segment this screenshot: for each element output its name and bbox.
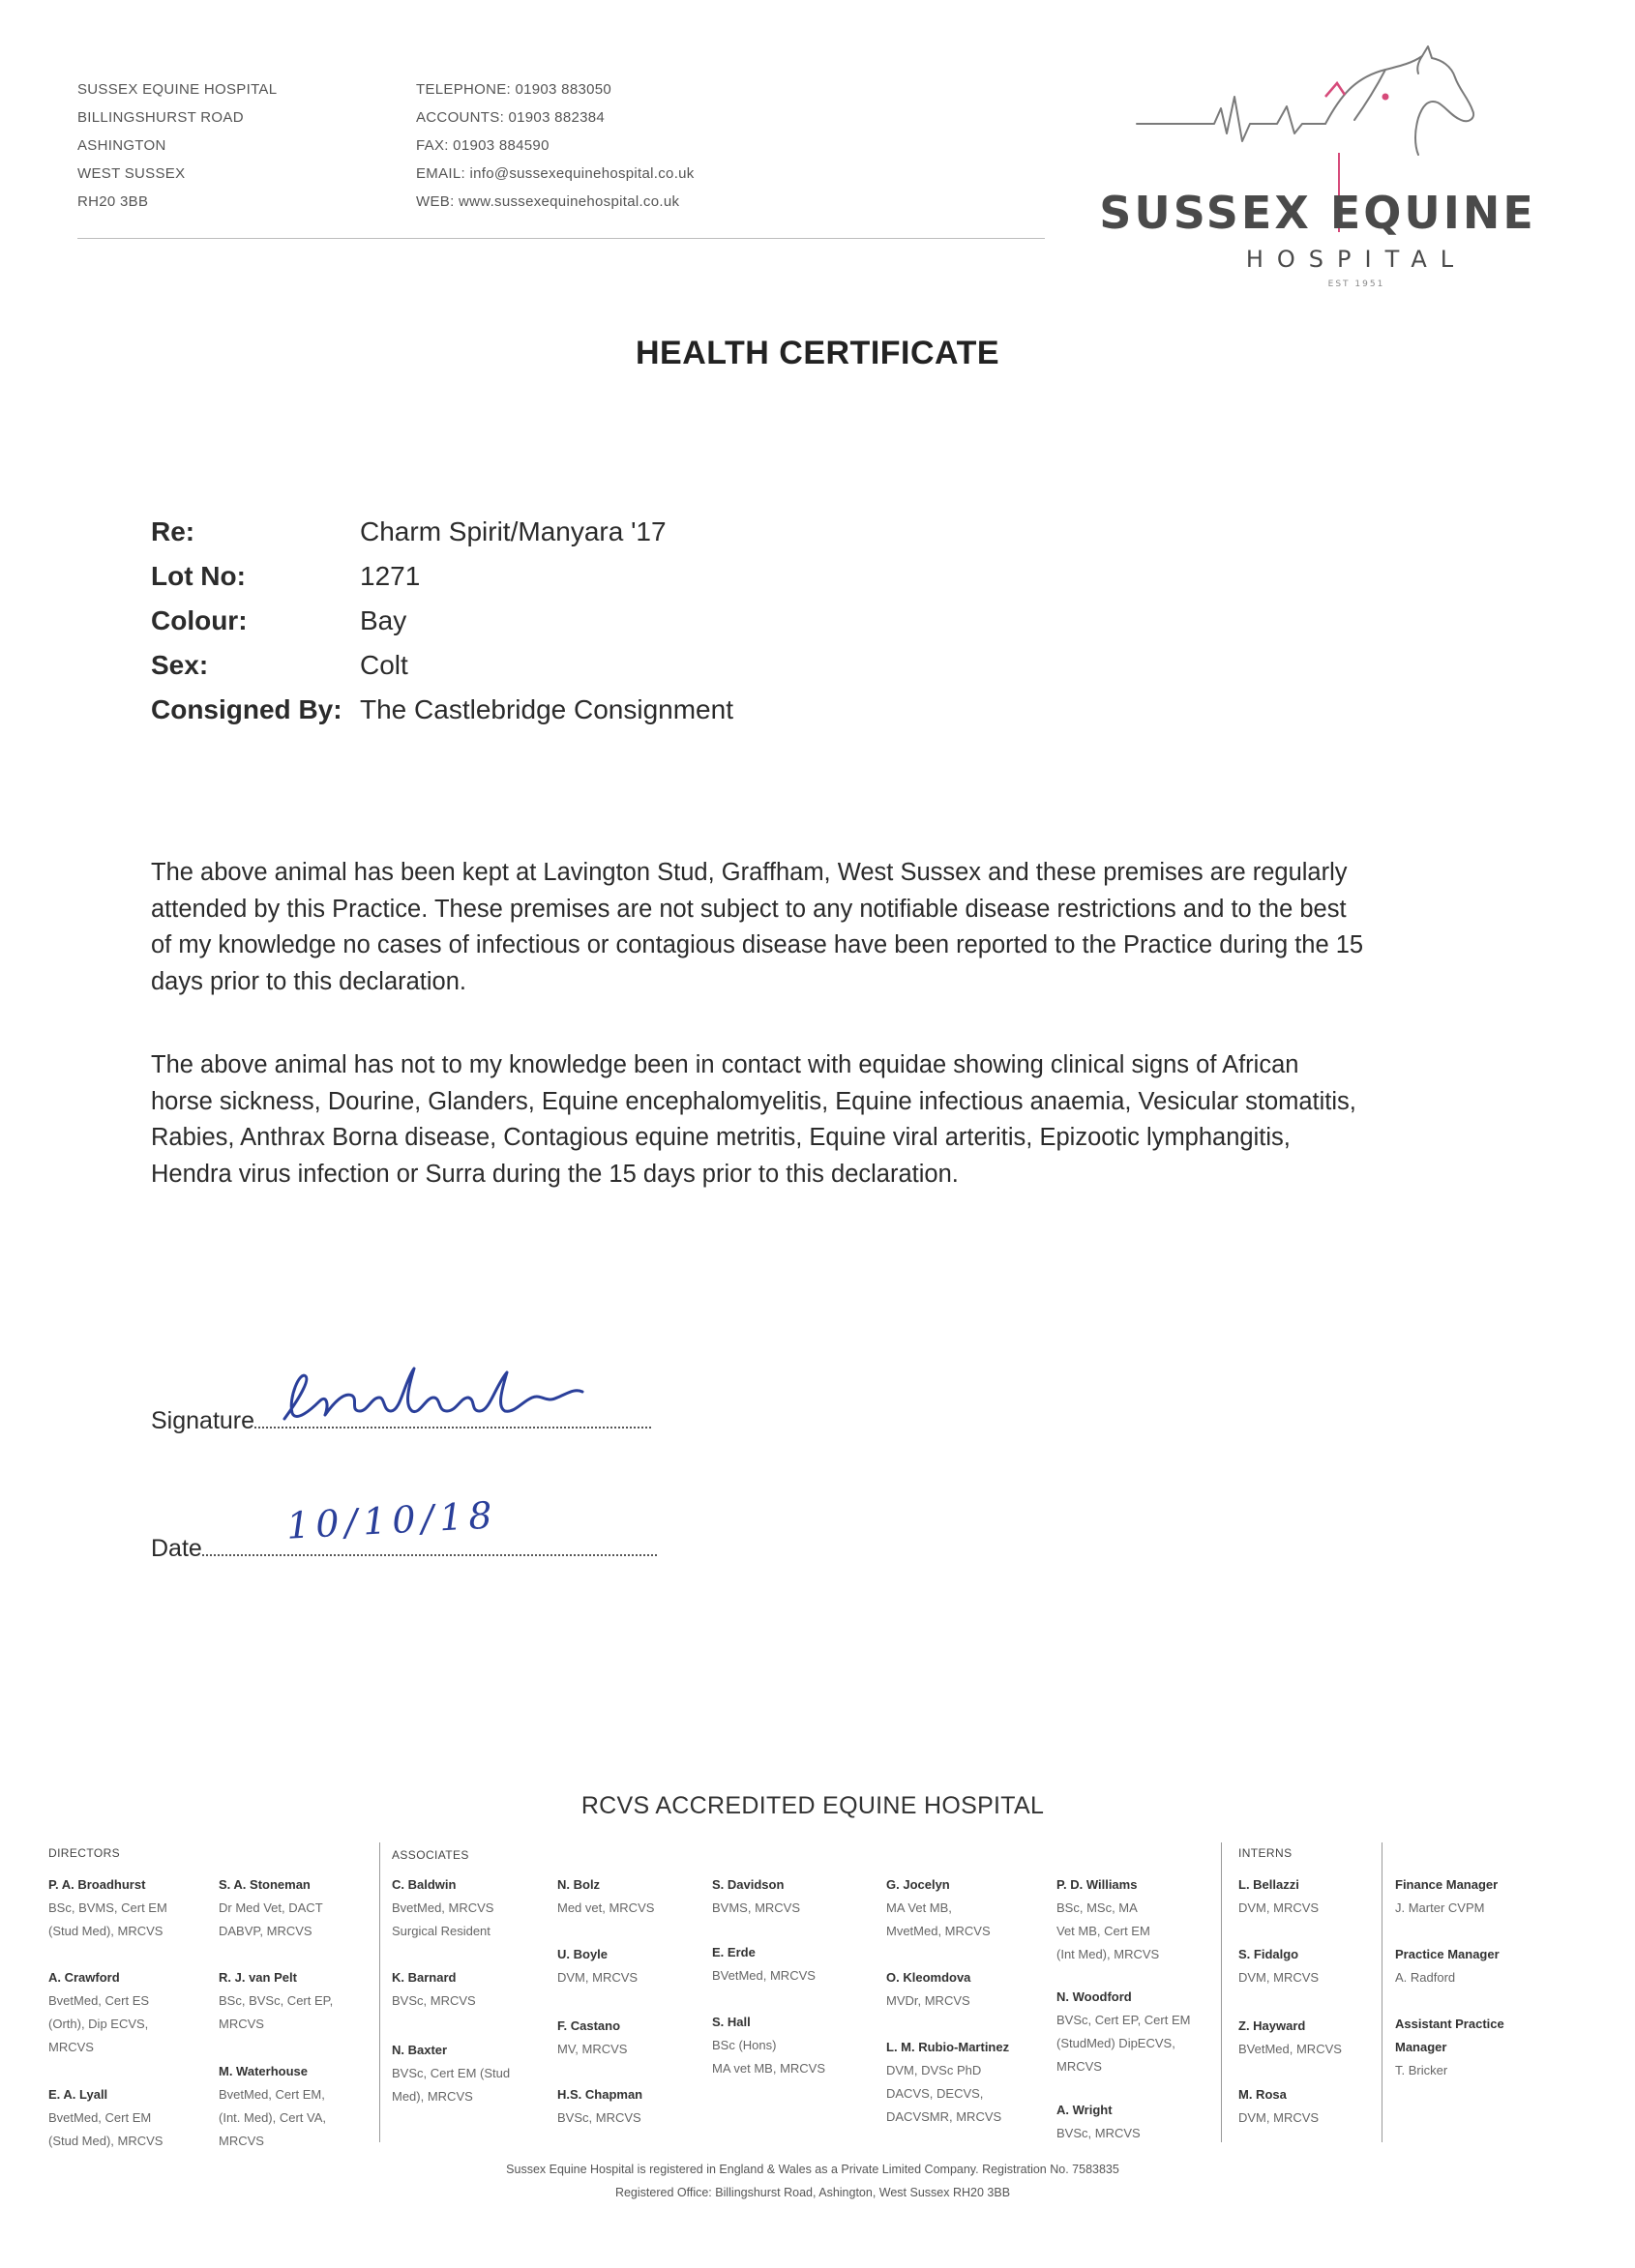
staff-name: S. Hall	[712, 2015, 751, 2029]
staff-member	[219, 1873, 323, 1943]
staff-member	[392, 2039, 510, 2108]
header-divider	[77, 238, 1045, 239]
staff-name: N. Baxter	[392, 2043, 448, 2057]
paragraph-line: The above animal has not to my knowledge been in contact with equidae showing clinical signs of African	[151, 1051, 1299, 1078]
staff-member	[219, 1966, 333, 2036]
contact-block	[416, 75, 695, 216]
staff-quals: BVSc, MRCVS	[557, 2110, 641, 2125]
staff-quals: (Int Med), MRCVS	[1056, 1947, 1160, 1961]
staff-quals: Med vet, MRCVS	[557, 1900, 655, 1915]
staff-quals: MVDr, MRCVS	[886, 1993, 970, 2008]
staff-quals: (Stud Med), MRCVS	[48, 2134, 164, 2148]
staff-member	[1056, 1986, 1190, 2078]
staff-quals: MA vet MB, MRCVS	[712, 2061, 826, 2076]
staff-member	[1056, 2099, 1141, 2145]
staff-quals: BVetMed, MRCVS	[712, 1968, 816, 1983]
staff-member	[1395, 1873, 1498, 1920]
detail-value: Charm Spirit/Manyara '17	[360, 516, 667, 546]
staff-quals: BVetMed, MRCVS	[1238, 2042, 1342, 2056]
staff-member	[48, 2083, 163, 2153]
staff-name: E. A. Lyall	[48, 2087, 108, 2102]
accounts-line: ACCOUNTS: 01903 882384	[416, 109, 606, 126]
heartbeat-accent	[1325, 83, 1345, 97]
date-label: Date	[151, 1535, 202, 1562]
address-line: WEST SUSSEX	[77, 165, 186, 182]
staff-quals: MA Vet MB,	[886, 1900, 952, 1915]
detail-colour	[151, 605, 406, 636]
staff-quals: DVM, MRCVS	[1238, 2110, 1320, 2125]
staff-member	[712, 2011, 825, 2080]
column-divider	[379, 1842, 380, 2142]
staff-member	[1238, 1943, 1319, 1989]
staff-quals: DVM, DVSc PhD	[886, 2063, 982, 2077]
staff-quals: MRCVS	[1056, 2059, 1102, 2074]
logo-name: SUSSEX EQUINE	[1099, 187, 1536, 239]
staff-member	[712, 1941, 816, 1988]
staff-name: G. Jocelyn	[886, 1877, 950, 1892]
paragraph-line: days prior to this declaration.	[151, 967, 466, 995]
staff-member	[557, 1943, 638, 1989]
staff-name: P. A. Broadhurst	[48, 1877, 146, 1892]
staff-quals: (Stud Med), MRCVS	[48, 1924, 164, 1938]
staff-quals: Surgical Resident	[392, 1924, 490, 1938]
staff-member	[886, 1873, 991, 1943]
staff-quals: Vet MB, Cert EM	[1056, 1924, 1150, 1938]
detail-consigned	[151, 694, 733, 725]
staff-quals: BVSc, MRCVS	[392, 1993, 476, 2008]
detail-label: Re:	[151, 516, 195, 546]
staff-quals: (StudMed) DipECVS,	[1056, 2036, 1175, 2050]
staff-member	[1238, 2083, 1319, 2130]
horse-heartbeat-icon	[1137, 46, 1473, 155]
registered-office-note: Registered Office: Billingshurst Road, Ashington, West Sussex RH20 3BB	[614, 2186, 1011, 2199]
staff-quals: MRCVS	[48, 2040, 94, 2054]
staff-member	[392, 1966, 476, 2013]
staff-name: U. Boyle	[557, 1947, 609, 1961]
detail-value: Bay	[360, 605, 407, 635]
staff-member	[557, 2015, 627, 2061]
declaration-paragraph-1	[151, 855, 1486, 1000]
staff-role: Finance Manager	[1395, 1877, 1499, 1892]
staff-member	[886, 2036, 1009, 2129]
logo-est: EST 1951	[1327, 280, 1385, 289]
detail-re	[151, 516, 667, 547]
staff-member	[1056, 1873, 1159, 1966]
staff-member	[1395, 1943, 1500, 1989]
staff-member	[712, 1873, 800, 1920]
interns-label: INTERNS	[1238, 1846, 1293, 1860]
staff-quals: MRCVS	[219, 2017, 264, 2031]
staff-member	[557, 1873, 654, 1920]
staff-quals: BSc, BVMS, Cert EM	[48, 1900, 167, 1915]
staff-name: Z. Hayward	[1238, 2018, 1306, 2033]
paragraph-line: Rabies, Anthrax Borna disease, Contagious equine metritis, Equine viral arteritis, Epizootic lymphangitis,	[151, 1124, 1291, 1151]
paragraph-line: attended by this Practice. These premises are not subject to any notifiable disease restrictions and to the best	[151, 895, 1347, 923]
staff-quals: Dr Med Vet, DACT	[219, 1900, 323, 1915]
staff-name: L. Bellazzi	[1238, 1877, 1299, 1892]
paragraph-line: Hendra virus infection or Surra during the 15 days prior to this declaration.	[151, 1160, 959, 1188]
staff-member	[1238, 2015, 1342, 2061]
detail-label: Lot No:	[151, 561, 246, 591]
associates-label: ASSOCIATES	[392, 1848, 469, 1862]
staff-name: P. D. Williams	[1056, 1877, 1138, 1892]
staff-quals: BSc, MSc, MA	[1056, 1900, 1138, 1915]
staff-quals: MV, MRCVS	[557, 2042, 628, 2056]
staff-quals: BVSc, Cert EP, Cert EM	[1056, 2013, 1191, 2027]
staff-quals: Med), MRCVS	[392, 2089, 473, 2104]
staff-member	[219, 2060, 326, 2153]
staff-quals: BVSc, Cert EM (Stud	[392, 2066, 511, 2080]
staff-quals: DACVSMR, MRCVS	[886, 2109, 1002, 2124]
detail-value: The Castlebridge Consignment	[360, 694, 733, 724]
telephone-line: TELEPHONE: 01903 883050	[416, 81, 612, 98]
staff-name: F. Castano	[557, 2018, 621, 2033]
staff-quals: DACVS, DECVS,	[886, 2086, 984, 2101]
staff-member	[392, 1873, 493, 1943]
staff-quals: MRCVS	[219, 2134, 264, 2148]
staff-quals: T. Bricker	[1395, 2063, 1448, 2077]
staff-name: A. Crawford	[48, 1970, 120, 1985]
staff-name: C. Baldwin	[392, 1877, 457, 1892]
detail-value: 1271	[360, 561, 421, 591]
detail-label: Sex:	[151, 650, 209, 680]
staff-quals: BSc, BVSc, Cert EP,	[219, 1993, 334, 2008]
staff-member	[48, 1873, 167, 1943]
staff-quals: MvetMed, MRCVS	[886, 1924, 991, 1938]
handwritten-signature	[271, 1359, 600, 1436]
address-line: RH20 3BB	[77, 193, 149, 210]
staff-quals: BvetMed, Cert ES	[48, 1993, 150, 2008]
staff-quals: DVM, MRCVS	[1238, 1970, 1320, 1985]
web-line: WEB: www.sussexequinehospital.co.uk	[416, 193, 680, 210]
staff-member	[48, 1966, 149, 2059]
address-block	[77, 75, 277, 216]
staff-name: H.S. Chapman	[557, 2087, 643, 2102]
staff-name: M. Waterhouse	[219, 2064, 308, 2078]
detail-sex	[151, 650, 408, 681]
document-title: HEALTH CERTIFICATE	[635, 335, 1000, 371]
staff-quals: BSc (Hons)	[712, 2038, 777, 2052]
fax-line: FAX: 01903 884590	[416, 137, 550, 154]
handwritten-date: 10/10/18	[284, 1493, 499, 1547]
address-line: BILLINGSHURST ROAD	[77, 109, 244, 126]
paragraph-line: horse sickness, Dourine, Glanders, Equine encephalomyelitis, Equine infectious anaemia, Vesicular stomatitis,	[151, 1087, 1356, 1115]
staff-role: Practice Manager	[1395, 1947, 1500, 1961]
staff-member	[557, 2083, 642, 2130]
staff-name: N. Woodford	[1056, 1989, 1132, 2004]
staff-name: S. Fidalgo	[1238, 1947, 1299, 1961]
staff-quals: DVM, MRCVS	[1238, 1900, 1320, 1915]
staff-name: E. Erde	[712, 1945, 756, 1959]
accreditation-title: RCVS ACCREDITED EQUINE HOSPITAL	[580, 1792, 1045, 1819]
signature-label: Signature	[151, 1407, 255, 1434]
logo-subtitle: HOSPITAL	[1245, 246, 1468, 273]
staff-name: K. Barnard	[392, 1970, 457, 1985]
paragraph-line: of my knowledge no cases of infectious or contagious disease have been reported to the Practice during the 15	[151, 931, 1364, 958]
staff-quals: BvetMed, Cert EM,	[219, 2087, 325, 2102]
staff-name: A. Wright	[1056, 2103, 1113, 2117]
address-line: ASHINGTON	[77, 137, 166, 154]
staff-role: Manager	[1395, 2040, 1447, 2054]
paragraph-line: The above animal has been kept at Lavington Stud, Graffham, West Sussex and these premises are regularly	[151, 859, 1348, 886]
detail-label: Colour:	[151, 605, 248, 635]
staff-name: S. Davidson	[712, 1877, 785, 1892]
staff-quals: BvetMed, Cert EM	[48, 2110, 152, 2125]
staff-name: L. M. Rubio-Martinez	[886, 2040, 1010, 2054]
staff-quals: A. Radford	[1395, 1970, 1456, 1985]
staff-name: M. Rosa	[1238, 2087, 1287, 2102]
staff-name: S. A. Stoneman	[219, 1877, 311, 1892]
staff-member	[886, 1966, 970, 2013]
staff-name: N. Bolz	[557, 1877, 601, 1892]
staff-quals: DVM, MRCVS	[557, 1970, 639, 1985]
staff-name: R. J. van Pelt	[219, 1970, 297, 1985]
declaration-paragraph-2	[151, 1047, 1486, 1193]
staff-member	[1395, 2013, 1504, 2082]
hospital-logo	[1099, 39, 1536, 290]
staff-name: O. Kleomdova	[886, 1970, 971, 1985]
staff-role: Assistant Practice	[1395, 2017, 1504, 2031]
staff-quals: (Int. Med), Cert VA,	[219, 2110, 327, 2125]
staff-quals: BVSc, MRCVS	[1056, 2126, 1141, 2140]
directors-label: DIRECTORS	[48, 1846, 121, 1860]
staff-quals: DABVP, MRCVS	[219, 1924, 312, 1938]
email-line: EMAIL: info@sussexequinehospital.co.uk	[416, 165, 695, 182]
staff-quals: BVMS, MRCVS	[712, 1900, 801, 1915]
column-divider	[1221, 1842, 1222, 2142]
staff-quals: BvetMed, MRCVS	[392, 1900, 494, 1915]
detail-lot	[151, 561, 420, 592]
detail-label: Consigned By:	[151, 694, 342, 724]
date-dotted-line	[202, 1554, 657, 1556]
staff-quals: J. Marter CVPM	[1395, 1900, 1485, 1915]
detail-value: Colt	[360, 650, 408, 680]
staff-member	[1238, 1873, 1319, 1920]
address-line: SUSSEX EQUINE HOSPITAL	[77, 81, 278, 98]
staff-quals: (Orth), Dip ECVS,	[48, 2017, 149, 2031]
registration-note: Sussex Equine Hospital is registered in England & Wales as a Private Limited Company. Registration No. 7583835	[506, 2163, 1119, 2176]
